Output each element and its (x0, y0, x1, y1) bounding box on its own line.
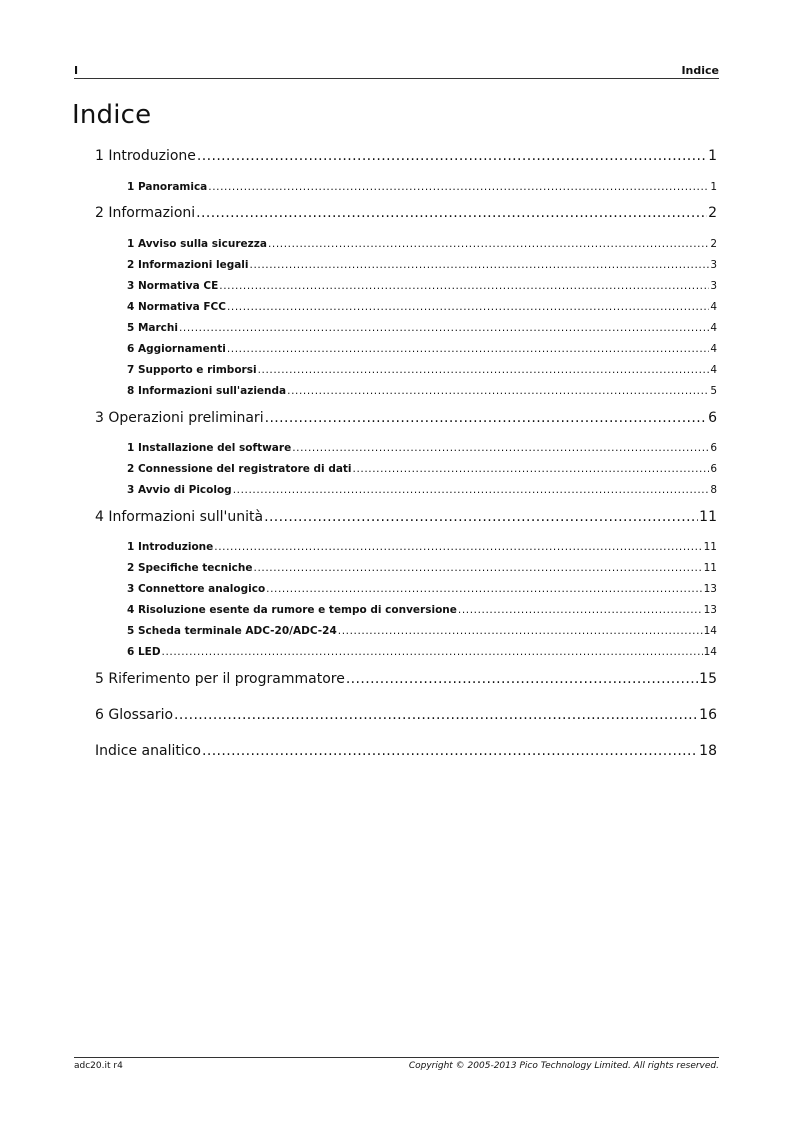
toc-entry-label: 2 Informazioni legali (127, 259, 249, 271)
toc-entry-page: 18 (699, 743, 717, 759)
toc-entry-informazioni-unita[interactable] (95, 509, 717, 525)
toc-entry-page: 3 (710, 280, 717, 292)
toc-entry-connessione-registratore[interactable] (127, 463, 717, 475)
toc-entry-introduzione-unita[interactable] (127, 541, 717, 553)
toc-entry-label: 6 Glossario (95, 707, 174, 723)
toc-entry-introduzione[interactable] (95, 148, 717, 164)
page-footer (74, 1057, 719, 1071)
toc-entry-label: 4 Informazioni sull'unità (95, 509, 264, 525)
toc-entry-label: 6 Aggiornamenti (127, 343, 226, 355)
toc-entry-page: 13 (703, 583, 717, 595)
toc-entry-label: 3 Avvio di Picolog (127, 484, 232, 496)
toc-entry-specifiche-tecniche[interactable] (127, 562, 717, 574)
toc-entry-led[interactable] (127, 646, 717, 658)
toc-entry-glossario[interactable] (95, 707, 717, 723)
toc-entry-page: 6 (708, 410, 717, 426)
toc-entry-normativa-fcc[interactable] (127, 301, 717, 313)
toc-entry-page: 4 (710, 322, 717, 334)
toc-entry-page: 1 (708, 148, 717, 164)
toc-entry-informazioni-legali[interactable] (127, 259, 717, 271)
header-page-number: I (74, 64, 79, 77)
toc-entry-label: 1 Avviso sulla sicurezza (127, 238, 267, 250)
toc-entry-aggiornamenti[interactable] (127, 343, 717, 355)
toc-entry-installazione-software[interactable] (127, 442, 717, 454)
toc-entry-label: 3 Connettore analogico (127, 583, 266, 595)
toc-entry-connettore-analogico[interactable] (127, 583, 717, 595)
toc-entry-page: 1 (710, 181, 717, 193)
toc-entry-page: 11 (703, 562, 717, 574)
toc-entry-page: 14 (703, 625, 717, 637)
toc-entry-indice-analitico[interactable] (95, 743, 717, 759)
toc-entry-label: 4 Normativa FCC (127, 301, 226, 313)
toc-entry-page: 5 (710, 385, 717, 397)
toc-entry-label: 5 Riferimento per il programmatore (95, 671, 345, 687)
toc-entry-marchi[interactable] (127, 322, 717, 334)
toc-entry-label: 7 Supporto e rimborsi (127, 364, 257, 376)
toc-entry-supporto-rimborsi[interactable] (127, 364, 717, 376)
toc-entry-risoluzione-rumore[interactable] (127, 604, 717, 616)
toc-entry-page: 2 (710, 238, 717, 250)
toc-entry-label: 1 Installazione del software (127, 442, 292, 454)
toc-entry-label: 1 Introduzione (127, 541, 214, 553)
toc-entry-page: 11 (703, 541, 717, 553)
toc-entry-informazioni[interactable] (95, 205, 717, 221)
toc-entry-label: 6 LED (127, 646, 161, 658)
toc-entry-normativa-ce[interactable] (127, 280, 717, 292)
toc-entry-page: 16 (699, 707, 717, 723)
toc-entry-operazioni-preliminari[interactable] (95, 410, 717, 426)
toc-entry-page: 3 (710, 259, 717, 271)
toc-entry-page: 11 (699, 509, 717, 525)
toc-entry-panoramica[interactable] (127, 181, 717, 193)
toc-entry-page: 4 (710, 364, 717, 376)
toc-entry-avviso-sicurezza[interactable] (127, 238, 717, 250)
toc-entry-riferimento-programmatore[interactable] (95, 671, 717, 687)
toc-entry-page: 6 (710, 442, 717, 454)
toc-entry-page: 4 (710, 301, 717, 313)
page-title: Indice (72, 100, 152, 130)
toc-entry-label: 3 Operazioni preliminari (95, 410, 264, 426)
toc-entry-avvio-picolog[interactable] (127, 484, 717, 496)
toc-entry-label: 4 Risoluzione esente da rumore e tempo di conversione (127, 604, 457, 616)
toc-entry-label: 2 Specifiche tecniche (127, 562, 253, 574)
toc-entry-label: 3 Normativa CE (127, 280, 219, 292)
footer-document-id: adc20.it r4 (74, 1061, 123, 1071)
toc-entry-label: 5 Marchi (127, 322, 178, 334)
toc-entry-label: 1 Introduzione (95, 148, 196, 164)
toc-entry-label: Indice analitico (95, 743, 201, 759)
toc-entry-label: 2 Informazioni (95, 205, 196, 221)
header-section-title: Indice (681, 64, 719, 77)
footer-copyright: Copyright © 2005-2013 Pico Technology Limited. All rights reserved. (408, 1061, 719, 1071)
toc-entry-label: 5 Scheda terminale ADC-20/ADC-24 (127, 625, 337, 637)
toc-entry-page: 6 (710, 463, 717, 475)
toc-entry-page: 2 (708, 205, 717, 221)
toc-entry-page: 15 (699, 671, 717, 687)
toc-entry-page: 4 (710, 343, 717, 355)
toc-entry-page: 8 (710, 484, 717, 496)
toc-entry-page: 14 (703, 646, 717, 658)
toc-entry-scheda-terminale[interactable] (127, 625, 717, 637)
toc-entry-label: 2 Connessione del registratore di dati (127, 463, 352, 475)
toc-entry-page: 13 (703, 604, 717, 616)
toc-entry-label: 1 Panoramica (127, 181, 208, 193)
toc-entry-label: 8 Informazioni sull'azienda (127, 385, 287, 397)
toc-entry-informazioni-azienda[interactable] (127, 385, 717, 397)
